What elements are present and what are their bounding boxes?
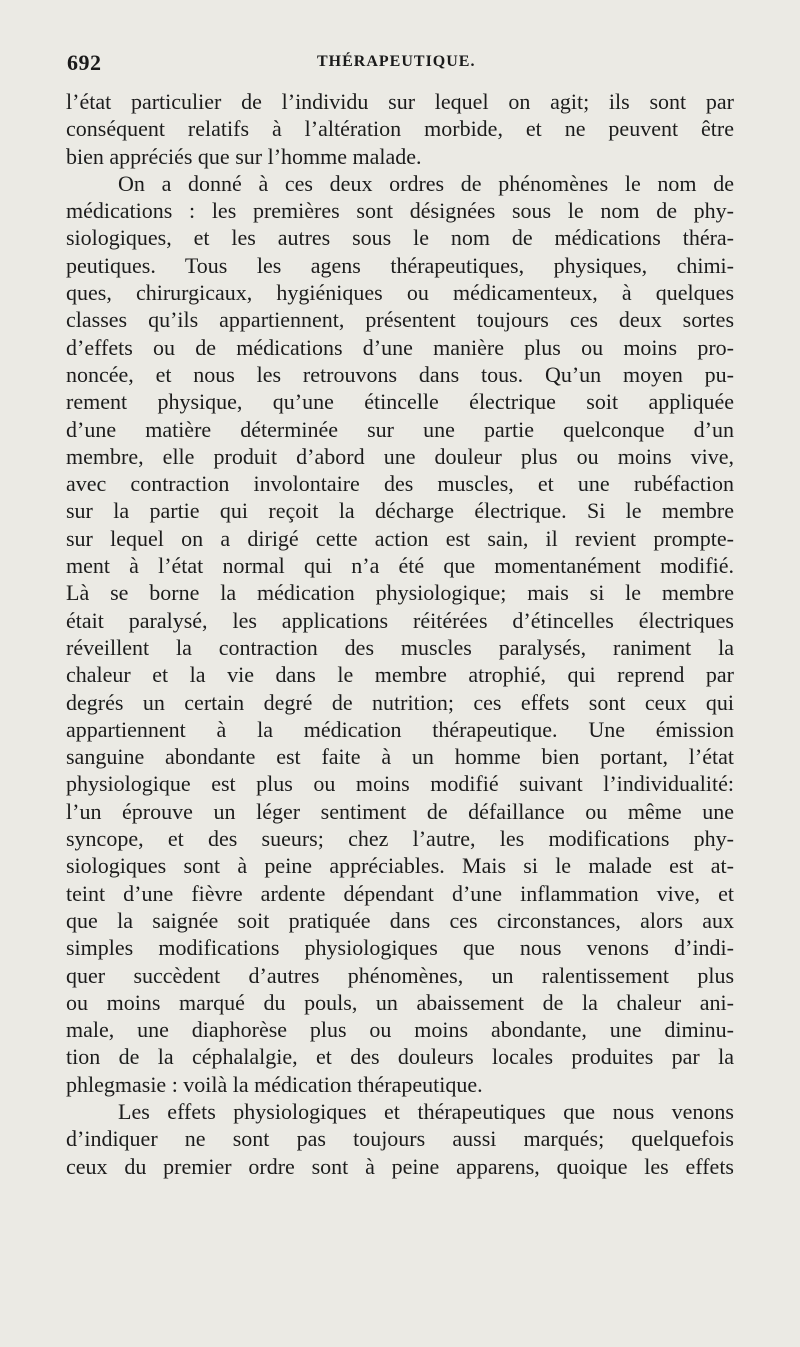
text-line: conséquent relatifs à l’altération morbide, et ne peuvent être: [66, 116, 734, 142]
text-line: rement physique, qu’une étincelle électrique soit appliquée: [66, 389, 734, 415]
text-line: sanguine abondante est faite à un homme bien portant, l’état: [66, 744, 734, 770]
running-title: THÉRAPEUTIQUE.: [317, 53, 476, 70]
page-header: [67, 50, 734, 80]
text-line: sur lequel on a dirigé cette action est sain, il revient prompte-: [66, 525, 734, 551]
text-line: syncope, et des sueurs; chez l’autre, les modifications phy-: [66, 826, 734, 852]
text-line: physiologique est plus ou moins modifié suivant l’individualité:: [66, 771, 734, 797]
text-line: quer succèdent d’autres phénomènes, un ralentissement plus: [66, 962, 734, 988]
text-line: ceux du premier ordre sont à peine apparens, quoique les effets: [66, 1153, 734, 1179]
text-line: tion de la céphalalgie, et des douleurs locales produites par la: [66, 1044, 734, 1070]
text-line: peutiques. Tous les agens thérapeutiques, physiques, chimi-: [66, 252, 734, 278]
text-line: classes qu’ils appartiennent, présentent toujours ces deux sortes: [66, 307, 734, 333]
text-line: réveillent la contraction des muscles paralysés, raniment la: [66, 634, 734, 660]
text-line: membre, elle produit d’abord une douleur plus ou moins vive,: [66, 443, 734, 469]
text-line: Les effets physiologiques et thérapeutiques que nous venons: [118, 1098, 734, 1124]
text-line: d’une matière déterminée sur une partie quelconque d’un: [66, 416, 734, 442]
text-line: Là se borne la médication physiologique; mais si le membre: [66, 580, 734, 606]
text-line: ou moins marqué du pouls, un abaissement de la chaleur ani-: [66, 989, 734, 1015]
text-line: teint d’une fièvre ardente dépendant d’une inflammation vive, et: [66, 880, 734, 906]
text-line: simples modifications physiologiques que nous venons d’indi-: [66, 935, 734, 961]
text-line: l’état particulier de l’individu sur lequel on agit; ils sont par: [66, 89, 734, 114]
text-line: degrés un certain degré de nutrition; ces effets sont ceux qui: [66, 689, 734, 715]
text-line: siologiques, et les autres sous le nom de médications théra-: [66, 225, 734, 251]
text-line: médications : les premières sont désignées sous le nom de phy-: [66, 198, 734, 224]
text-line: chaleur et la vie dans le membre atrophié, qui reprend par: [66, 662, 734, 688]
body-text: [66, 88, 734, 1180]
text-line: sur la partie qui reçoit la décharge électrique. Si le membre: [66, 498, 734, 524]
text-line: phlegmasie : voilà la médication thérapeutique.: [66, 1071, 483, 1097]
text-line: ment à l’état normal qui n’a été que momentanément modifié.: [66, 553, 734, 579]
text-line: d’effets ou de médications d’une manière plus ou moins pro-: [66, 334, 734, 360]
text-line: d’indiquer ne sont pas toujours aussi marqués; quelquefois: [66, 1126, 734, 1152]
text-line: On a donné à ces deux ordres de phénomènes le nom de: [118, 170, 734, 196]
text-line: ques, chirurgicaux, hygiéniques ou médicamenteux, à quelques: [66, 280, 734, 306]
paragraph: [66, 170, 734, 1098]
text-line: appartiennent à la médication thérapeutique. Une émission: [66, 716, 734, 742]
text-line: l’un éprouve un léger sentiment de défaillance ou même une: [66, 798, 734, 824]
paragraph: [66, 1098, 734, 1180]
text-line: bien appréciés que sur l’homme malade.: [66, 143, 422, 169]
text-line: siologiques sont à peine appréciables. Mais si le malade est at-: [66, 853, 734, 879]
text-line: noncée, et nous les retrouvons dans tous. Qu’un moyen pu-: [66, 361, 734, 387]
text-line: que la saignée soit pratiquée dans ces circonstances, alors aux: [66, 907, 734, 933]
paragraph: [66, 88, 734, 170]
text-line: male, une diaphorèse plus ou moins abondante, une diminu-: [66, 1017, 734, 1043]
text-line: était paralysé, les applications réitérées d’étincelles électriques: [66, 607, 734, 633]
text-line: avec contraction involontaire des muscles, et une rubéfaction: [66, 471, 734, 497]
page-number: 692: [67, 50, 102, 75]
